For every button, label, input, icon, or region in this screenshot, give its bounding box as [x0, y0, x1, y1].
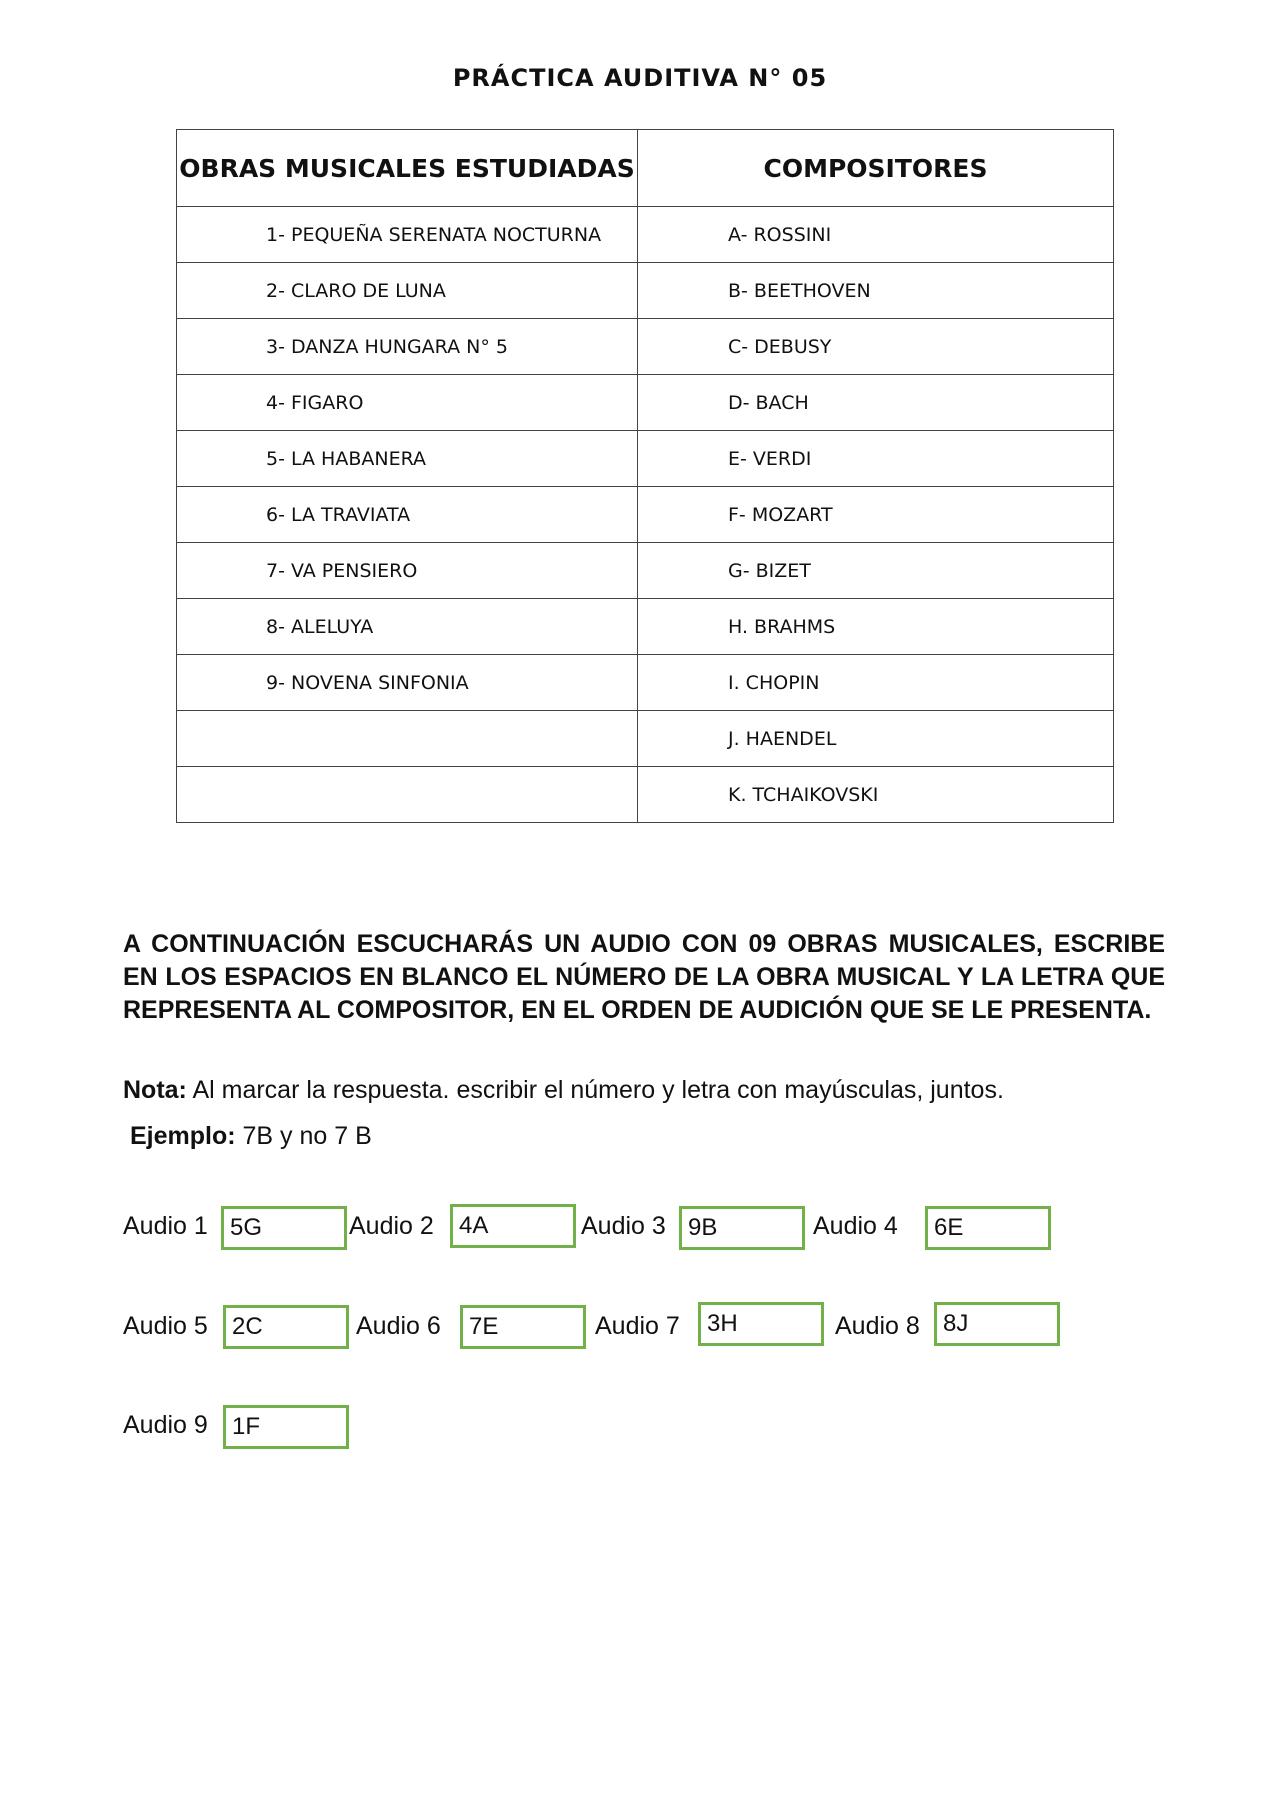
instructions-text: A CONTINUACIÓN ESCUCHARÁS UN AUDIO CON 09 OBRAS MUSICALES, ESCRIBE EN LOS ESPACIOS EN BLANCO EL NÚMERO DE LA OBRA MUSICAL Y LA LETRA QUE REPRESENTA AL COMPOSITOR, EN EL ORDEN DE AUDICIÓN QUE SE LE PRESENTA.	[123, 930, 1165, 1024]
work-cell: 8- ALELUYA	[177, 599, 638, 655]
work-cell: 3- DANZA HUNGARA N° 5	[177, 319, 638, 375]
audio-1-label: Audio 1	[123, 1212, 208, 1240]
composer-cell: D- BACH	[638, 375, 1114, 431]
table-row	[177, 767, 1114, 823]
work-cell: 6- LA TRAVIATA	[177, 487, 638, 543]
table-row	[177, 599, 1114, 655]
page-title: PRÁCTICA AUDITIVA N° 05	[452, 64, 828, 92]
composer-cell: G- BIZET	[638, 543, 1114, 599]
audio-2-answer-box[interactable]: 4A	[450, 1204, 576, 1248]
table-row	[177, 711, 1114, 767]
table-row	[177, 375, 1114, 431]
table-header-row	[177, 130, 1114, 207]
composer-cell: F- MOZART	[638, 487, 1114, 543]
audio-5-answer-box[interactable]: 2C	[223, 1305, 349, 1349]
audio-4-label: Audio 4	[813, 1212, 898, 1240]
composer-cell: E- VERDI	[638, 431, 1114, 487]
work-cell: 1- PEQUEÑA SERENATA NOCTURNA	[177, 207, 638, 263]
table-row	[177, 431, 1114, 487]
example-line	[130, 1122, 372, 1151]
audio-3-answer-box[interactable]: 9B	[679, 1206, 805, 1250]
audio-5-label: Audio 5	[123, 1312, 208, 1340]
audio-8-label: Audio 8	[835, 1312, 920, 1340]
audio-4-answer-box[interactable]: 6E	[925, 1206, 1051, 1250]
audio-9-label: Audio 9	[123, 1411, 208, 1439]
composers-header: COMPOSITORES	[638, 130, 1114, 207]
table-row	[177, 207, 1114, 263]
work-cell: 2- CLARO DE LUNA	[177, 263, 638, 319]
note-line	[123, 1076, 1004, 1105]
composer-cell: C- DEBUSY	[638, 319, 1114, 375]
table-row	[177, 263, 1114, 319]
work-cell	[177, 767, 638, 823]
audio-1-answer-box[interactable]: 5G	[221, 1206, 347, 1250]
audio-9-answer-box[interactable]: 1F	[223, 1405, 349, 1449]
work-cell: 4- FIGARO	[177, 375, 638, 431]
note-label: Nota:	[123, 1076, 187, 1104]
work-cell: 5- LA HABANERA	[177, 431, 638, 487]
note-text: Al marcar la respuesta. escribir el número y letra con mayúsculas, juntos.	[186, 1076, 1004, 1104]
work-cell	[177, 711, 638, 767]
audio-6-label: Audio 6	[356, 1312, 441, 1340]
composer-cell: A- ROSSINI	[638, 207, 1114, 263]
table-row	[177, 319, 1114, 375]
works-header: OBRAS MUSICALES ESTUDIADAS	[177, 130, 638, 207]
composer-cell: H. BRAHMS	[638, 599, 1114, 655]
audio-7-answer-box[interactable]: 3H	[698, 1302, 824, 1346]
audio-3-label: Audio 3	[581, 1212, 666, 1240]
audio-2-label: Audio 2	[349, 1212, 434, 1240]
composer-cell: I. CHOPIN	[638, 655, 1114, 711]
composer-cell: K. TCHAIKOVSKI	[638, 767, 1114, 823]
audio-6-answer-box[interactable]: 7E	[460, 1305, 586, 1349]
work-cell: 7- VA PENSIERO	[177, 543, 638, 599]
audio-7-label: Audio 7	[595, 1312, 680, 1340]
example-text: 7B y no 7 B	[235, 1122, 372, 1150]
composer-cell: J. HAENDEL	[638, 711, 1114, 767]
audio-8-answer-box[interactable]: 8J	[934, 1302, 1060, 1346]
works-composers-table	[176, 129, 1114, 823]
table-row	[177, 543, 1114, 599]
table-row	[177, 487, 1114, 543]
work-cell: 9- NOVENA SINFONIA	[177, 655, 638, 711]
example-label: Ejemplo:	[130, 1122, 236, 1150]
table-row	[177, 655, 1114, 711]
composer-cell: B- BEETHOVEN	[638, 263, 1114, 319]
